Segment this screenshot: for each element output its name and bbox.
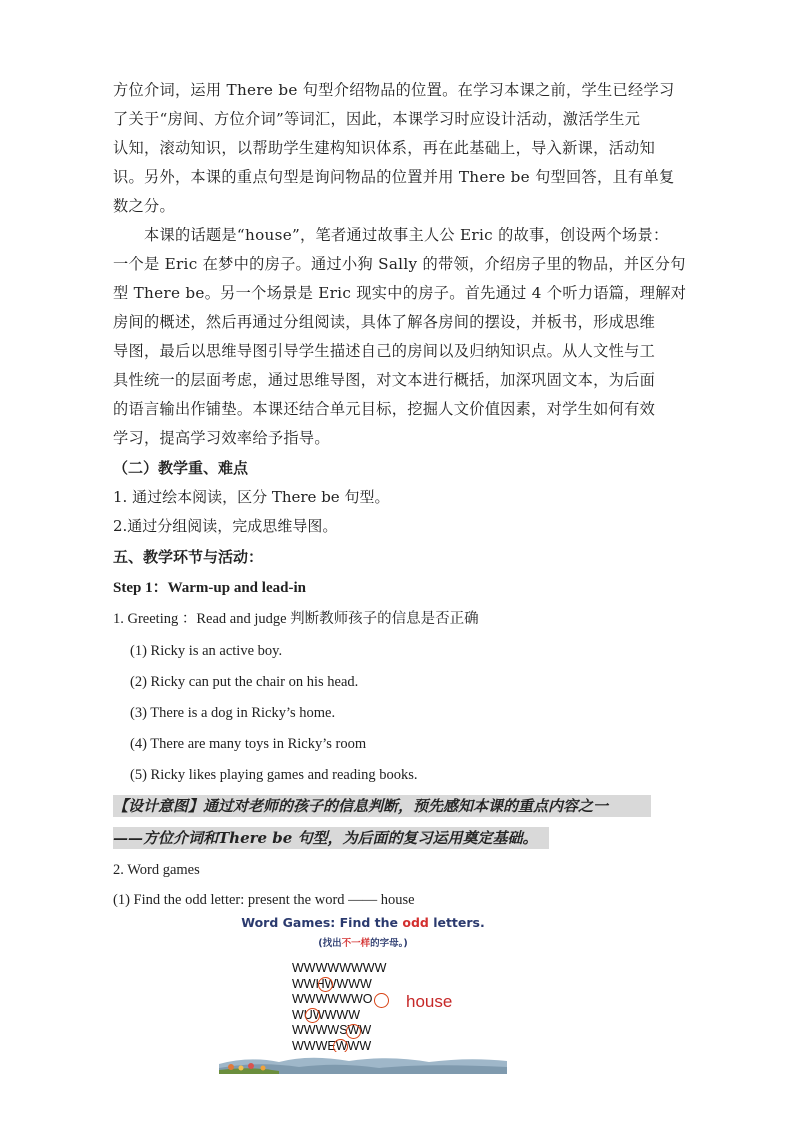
judge-item-2: (2) Ricky can put the chair on his head.	[130, 674, 359, 690]
letter-row: WWWWSWW	[292, 1023, 372, 1037]
figure-subtitle: (找出不一样的字母。)	[318, 938, 408, 949]
paragraph-2-line-3: 型 There be。另一个场景是 Eric 现实中的房子。首先通过 4 个听力语篇，理解对	[113, 284, 687, 302]
letter-row: WWWEWWW	[292, 1038, 372, 1053]
section-heading-activities: 五、教学环节与活动：	[113, 548, 264, 566]
odd-letter-task: (1) Find the odd letter: present the word —— house	[113, 892, 415, 908]
answer-word: house	[406, 992, 453, 1011]
paragraph-1-line-1: 方位介词，运用 There be 句型介绍物品的位置。在学习本课之前，学生已经学习	[113, 81, 675, 99]
landscape-decoration	[219, 1052, 507, 1074]
odd-letter-circle-o	[374, 993, 389, 1008]
judge-item-1: (1) Ricky is an active boy.	[130, 643, 283, 659]
judge-item-4: (4) There are many toys in Ricky’s room	[130, 736, 367, 752]
figure-title: Word Games: Find the odd letters.	[241, 915, 485, 930]
key-point-2: 2.通过分组阅读，完成思维导图。	[113, 517, 338, 535]
odd-letter-circle-s	[346, 1024, 361, 1039]
design-intent-line-1: 【设计意图】通过对老师的孩子的信息判断，预先感知本课的重点内容之一	[113, 795, 651, 817]
paragraph-1-line-5: 数之分。	[113, 197, 175, 215]
paragraph-1-line-4: 识。另外，本课的重点句型是询问物品的位置并用 There be 句型回答，且有单复	[113, 168, 675, 186]
odd-letter-circle-u	[305, 1008, 320, 1023]
design-intent-line-2: ——方位介词和There be 句型，为后面的复习运用奠定基础。	[113, 827, 549, 849]
word-games-heading: 2. Word games	[113, 862, 200, 878]
odd-letter-circle-h	[318, 977, 333, 992]
paragraph-2-line-6: 具性统一的层面考虑，通过思维导图，对文本进行概括，加深巩固文本，为后面	[113, 371, 656, 389]
judge-item-5: (5) Ricky likes playing games and reading books.	[130, 767, 418, 783]
section-heading-key-points: （二）教学重、难点	[113, 459, 249, 477]
key-point-1: 1. 通过绘本阅读，区分 There be 句型。	[113, 488, 390, 506]
letter-row: WWHWWWW	[292, 976, 372, 991]
paragraph-2-line-2: 一个是 Eric 在梦中的房子。通过小狗 Sally 的带领，介绍房子里的物品，并区分句	[113, 255, 686, 273]
paragraph-2-line-7: 的语言输出作铺垫。本课还结合单元目标，挖掘人文价值因素，对学生如何有效	[113, 400, 656, 418]
paragraph-1-line-2: 了关于“房间、方位介词”等词汇，因此，本课学习时应设计活动，激活学生元	[113, 110, 641, 128]
word-games-figure	[219, 911, 507, 1074]
paragraph-2-line-5: 导图，最后以思维导图引导学生描述自己的房间以及归纳知识点。从人文性与工	[113, 342, 656, 360]
paragraph-2-line-8: 学习，提高学习效率给予指导。	[113, 429, 330, 447]
judge-item-3: (3) There is a dog in Ricky’s home.	[130, 705, 336, 721]
letter-row: WUWWWW	[292, 1007, 361, 1022]
letter-row: WWWWWWWW	[292, 961, 387, 975]
letter-row: WWWWWWO	[292, 992, 373, 1006]
paragraph-2-line-1: 本课的话题是“house”，笔者通过故事主人公 Eric 的故事，创设两个场景：	[144, 226, 669, 244]
step-1-heading: Step 1：Warm-up and lead-in	[113, 580, 306, 596]
greeting-line: 1. Greeting ：Read and judge 判断教师孩子的信息是否正确	[113, 611, 479, 627]
paragraph-1-line-3: 认知，滚动知识，以帮助学生建构知识体系，再在此基础上，导入新课，活动知	[113, 139, 656, 157]
paragraph-2-line-4: 房间的概述，然后再通过分组阅读，具体了解各房间的摆设，并板书，形成思维	[113, 313, 656, 331]
